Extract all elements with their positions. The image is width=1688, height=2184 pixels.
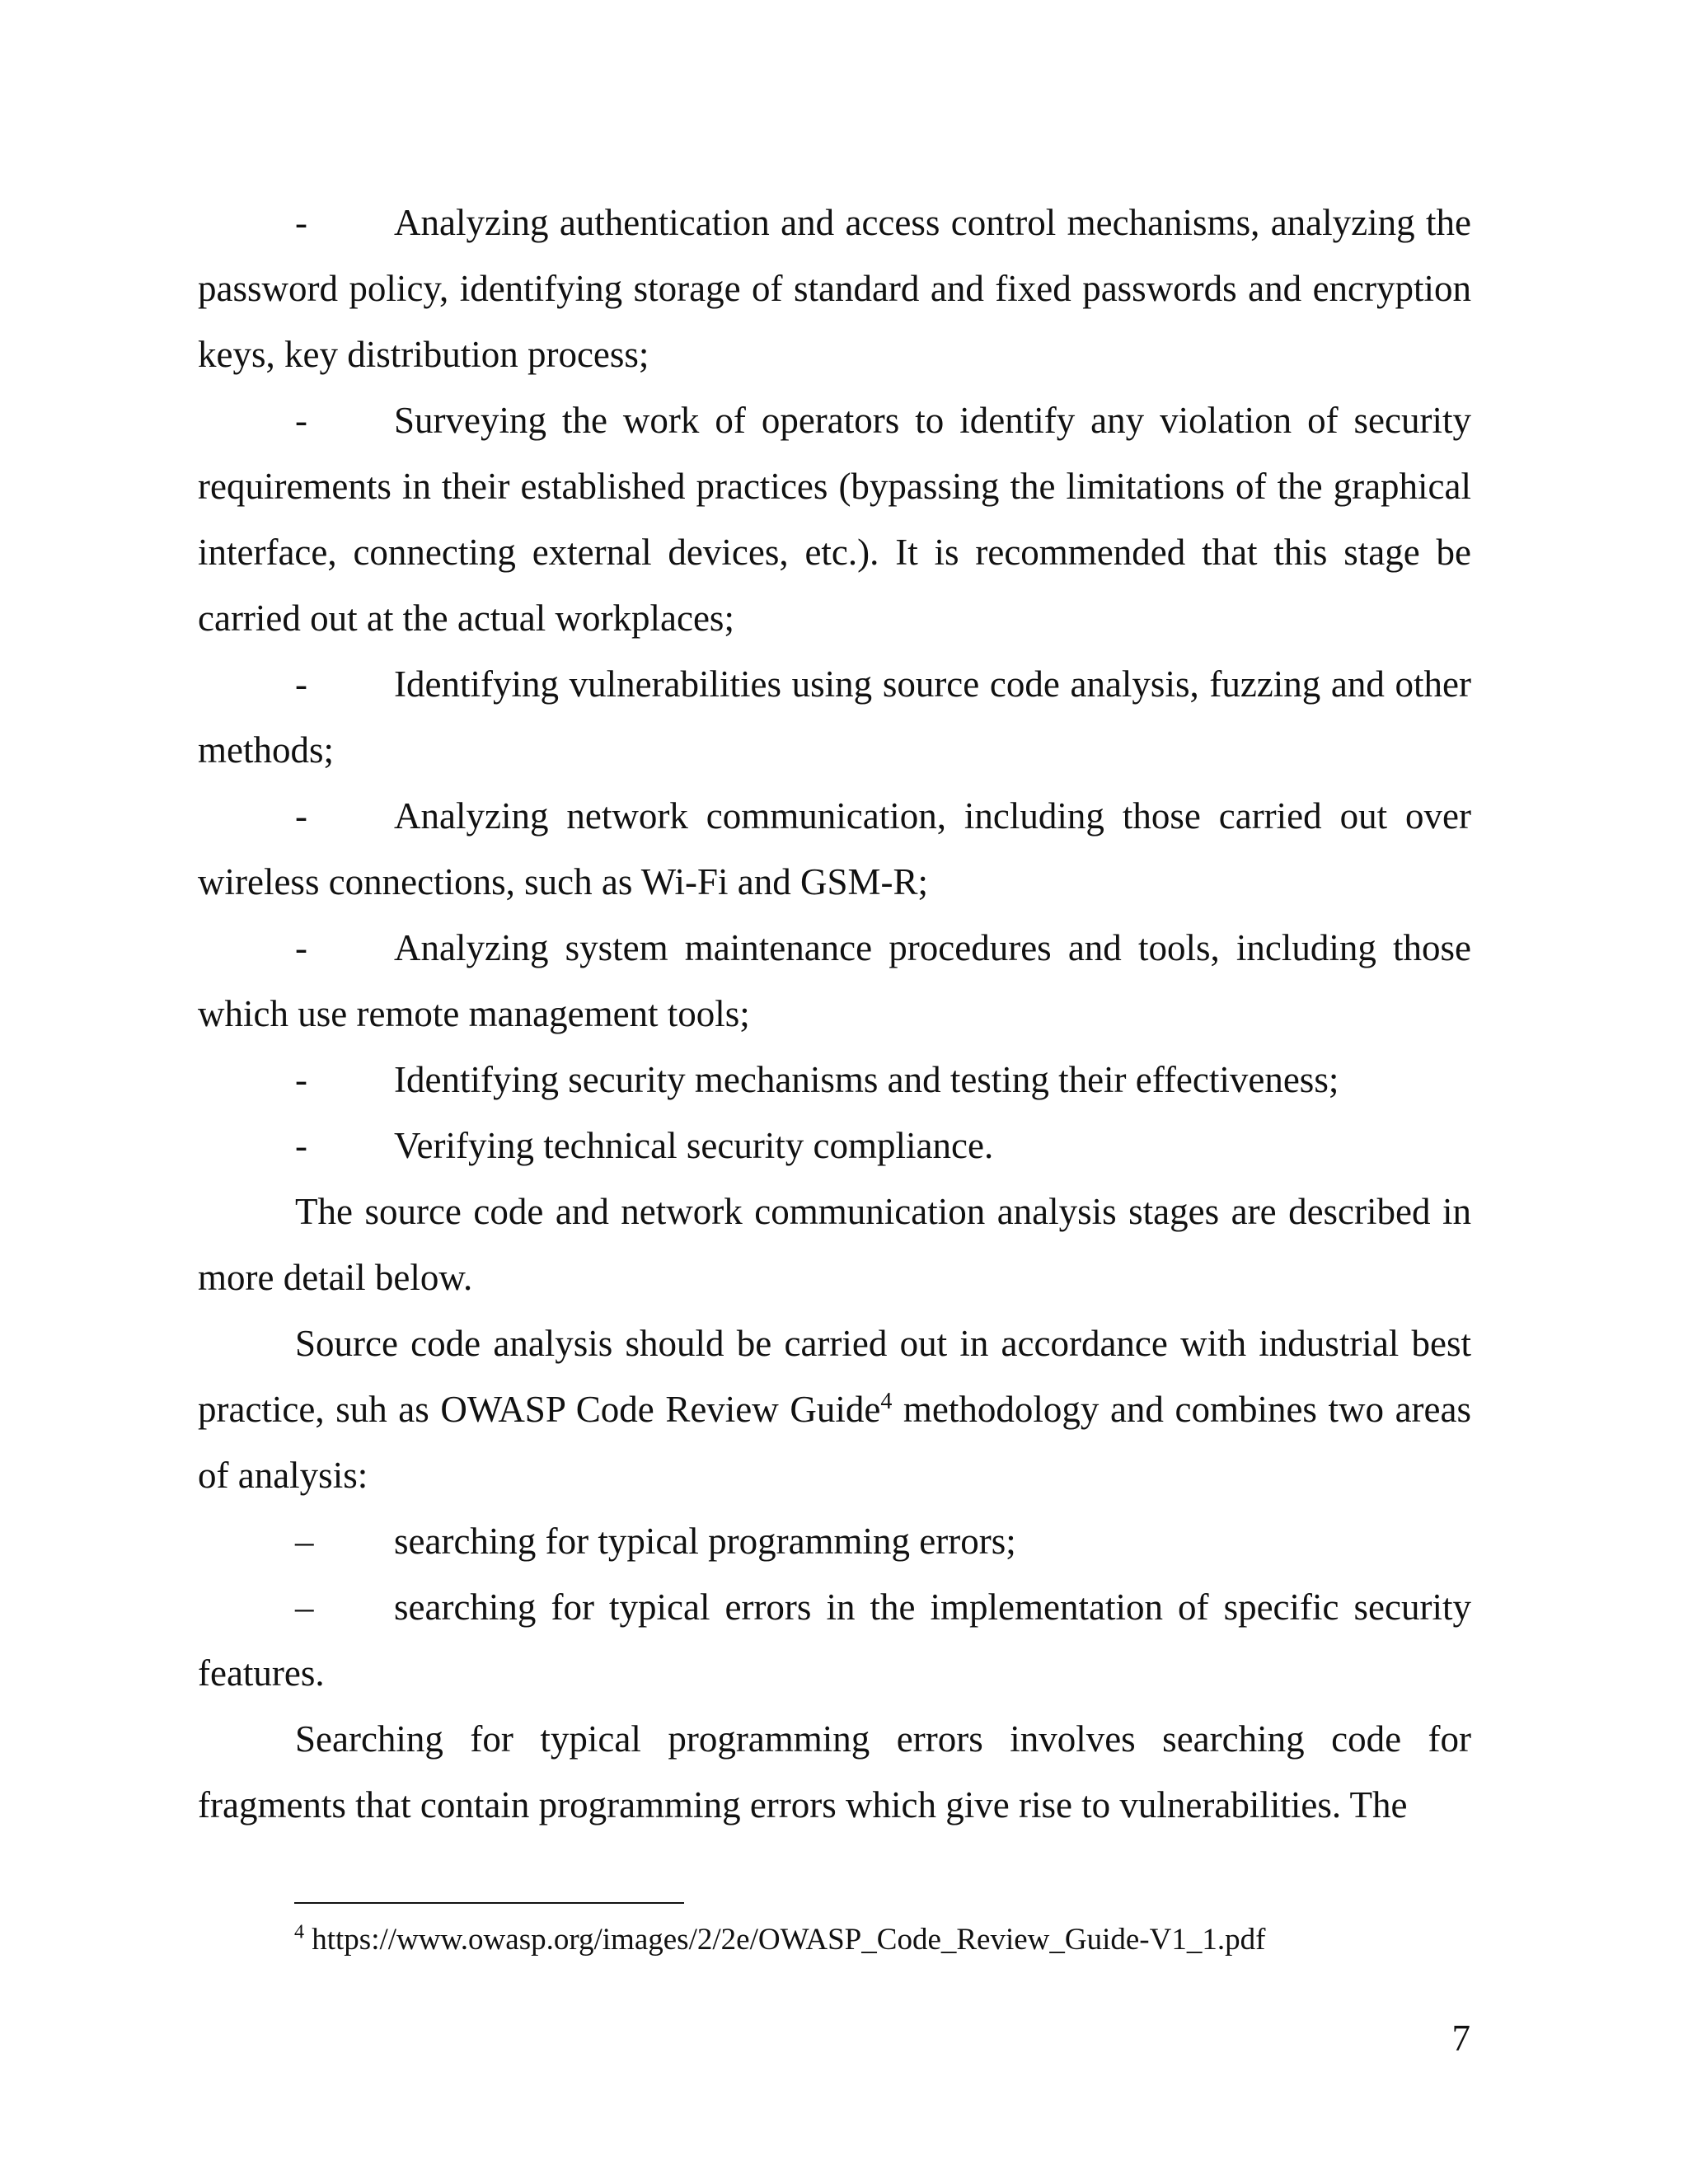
list-item-text: Analyzing authentication and access control mechanisms, analyzing the password policy, identifying storage of standard and fixed passwords and encryption keys, key distribution process; <box>198 202 1471 375</box>
paragraph-text: methodology and combines two areas of analysis: <box>198 1389 1471 1496</box>
list-item <box>198 783 1471 915</box>
list-marker: - <box>295 663 307 705</box>
list-marker: - <box>295 202 307 243</box>
page-number: 7 <box>1451 2018 1470 2059</box>
list-item <box>198 1574 1471 1706</box>
list-item <box>198 651 1471 783</box>
list-item-text: Analyzing network communication, including those carried out over wireless connections, such as Wi-Fi and GSM-R; <box>198 795 1471 902</box>
paragraph-programming-errors: Searching for typical programming errors involves searching code for fragments that contain programming errors which give rise to vulnerabilities. The <box>198 1718 1471 1825</box>
list-item <box>198 915 1471 1047</box>
list-marker: - <box>295 400 307 441</box>
list-item-text: searching for typical errors in the implementation of specific security features. <box>198 1586 1471 1694</box>
footnote <box>294 1919 1265 1961</box>
list-item-text: Identifying vulnerabilities using source code analysis, fuzzing and other methods; <box>198 663 1471 771</box>
paragraph-source-code-analysis <box>198 1310 1471 1508</box>
paragraph-text: Source code analysis should be carried out in accordance with industrial best practice, suh as OWASP Code Review Guide <box>198 1323 1471 1430</box>
list-item <box>198 1113 1471 1179</box>
footnote-number: 4 <box>294 1921 304 1943</box>
list-item-text: searching for typical programming errors; <box>394 1521 1016 1562</box>
list-item <box>198 1047 1471 1113</box>
list-item <box>198 1508 1471 1574</box>
list-marker: - <box>295 927 307 968</box>
list-marker: – <box>295 1586 314 1628</box>
list-marker: - <box>295 1059 307 1100</box>
list-item-text: Verifying technical security compliance. <box>394 1125 994 1166</box>
list-item <box>198 190 1471 387</box>
list-item-text: Identifying security mechanisms and testing their effectiveness; <box>394 1059 1339 1100</box>
list-item-text: Analyzing system maintenance procedures and tools, including those which use remote management tools; <box>198 927 1471 1034</box>
list-marker: - <box>295 1125 307 1166</box>
paragraph-analysis-intro: The source code and network communication analysis stages are described in more detail below. <box>198 1191 1471 1298</box>
footnote-reference: 4 <box>880 1389 893 1414</box>
footnote-text: https://www.owasp.org/images/2/2e/OWASP_Code_Review_Guide-V1_1.pdf <box>304 1923 1266 1957</box>
list-marker: - <box>295 795 307 837</box>
footnote-separator <box>294 1902 684 1904</box>
list-item-text: Surveying the work of operators to identify any violation of security requirements in their established practices (bypassing the limitations of the graphical interface, connecting external devices, etc.). It is recommended that this stage be carried out at the actual workplaces; <box>198 400 1471 639</box>
list-item <box>198 387 1471 651</box>
body-text <box>198 190 1471 1838</box>
list-marker: – <box>295 1521 314 1562</box>
